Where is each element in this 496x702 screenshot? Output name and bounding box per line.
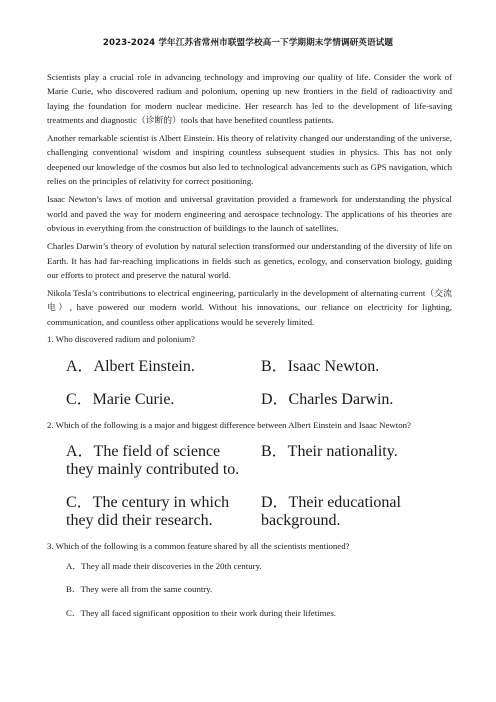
option-row <box>47 438 452 479</box>
paragraph-newton: Isaac Newton’s laws of motion and universal gravitation provided a framework for understanding the physical world and paved the way for modern engineering and aerospace technology. The applications of his theories are obvious in everything from the construction of buildings to the launch of satellites. <box>47 194 452 233</box>
option-c: C．They all faced significant opposition to their work during their lifetimes. <box>66 607 336 618</box>
paragraph-tesla: Nikola Tesla’s contributions to electrical engineering, particularly in the development of alternating current（交流电）, have powered our modern world. Without his innovations, our reliance on electricity for lighting, communication, and countless other applications would be severely limited. <box>47 288 452 327</box>
passage-body <box>47 70 452 630</box>
option-row <box>47 489 452 530</box>
option-d: D．Charles Darwin. <box>261 390 394 408</box>
option-b: B．Their nationality. <box>261 443 398 461</box>
question-stem: 2. Which of the following is a major and biggest difference between Albert Einstein and Isaac Newton? <box>47 419 411 430</box>
question-3 <box>47 540 452 620</box>
page-title: 2023-2024 学年江苏省常州市联盟学校高一下学期期末学情调研英语试题 <box>102 38 394 48</box>
paragraph-darwin: Charles Darwin’s theory of evolution by natural selection transformed our understanding of the diversity of life on Earth. It has had far-reaching implications in fields such as genetics, ecology, and conservation biology, guiding our efforts to protect and preserve the natural world. <box>47 241 452 280</box>
question-stem: 3. Which of the following is a common feature shared by all the scientists mentioned? <box>47 541 350 552</box>
option-c: C．The century in which they did their research. <box>66 494 230 530</box>
question-2 <box>47 419 452 531</box>
option-b: B．They were all from the same country. <box>66 584 213 595</box>
question-stem: 1. Who discovered radium and polonium? <box>47 334 195 345</box>
option-a: A．The field of science they mainly contributed to. <box>66 443 240 479</box>
question-1 <box>47 333 452 409</box>
option-d: D．Their educational background. <box>261 494 401 530</box>
paragraph-einstein: Another remarkable scientist is Albert Einstein. His theory of relativity changed our understanding of the universe, challenging conventional wisdom and inspiring countless subsequent studies in physics. This has not only deepened our knowledge of the cosmos but also led to technological advancements such as GPS navigation, which relies on the principles of relativity for correct positioning. <box>47 133 452 187</box>
option-c: C．Marie Curie. <box>66 390 175 408</box>
option-row <box>47 386 452 409</box>
option-row <box>47 353 452 376</box>
option-a: A．Albert Einstein. <box>66 357 195 375</box>
option-a: A．They all made their discoveries in the 20th century. <box>66 560 262 571</box>
option-b: B．Isaac Newton. <box>261 357 380 375</box>
paragraph-curie: Scientists play a crucial role in advancing technology and improving our quality of life. Consider the work of Marie Curie, who discovered radium and polonium, opening up new frontiers in the field of radioactivity and laying the foundation for modern nuclear medicine. Her research has led to the development of life-saving treatments and diagnostic（诊断的）tools that have benefited countless patients. <box>47 72 452 125</box>
